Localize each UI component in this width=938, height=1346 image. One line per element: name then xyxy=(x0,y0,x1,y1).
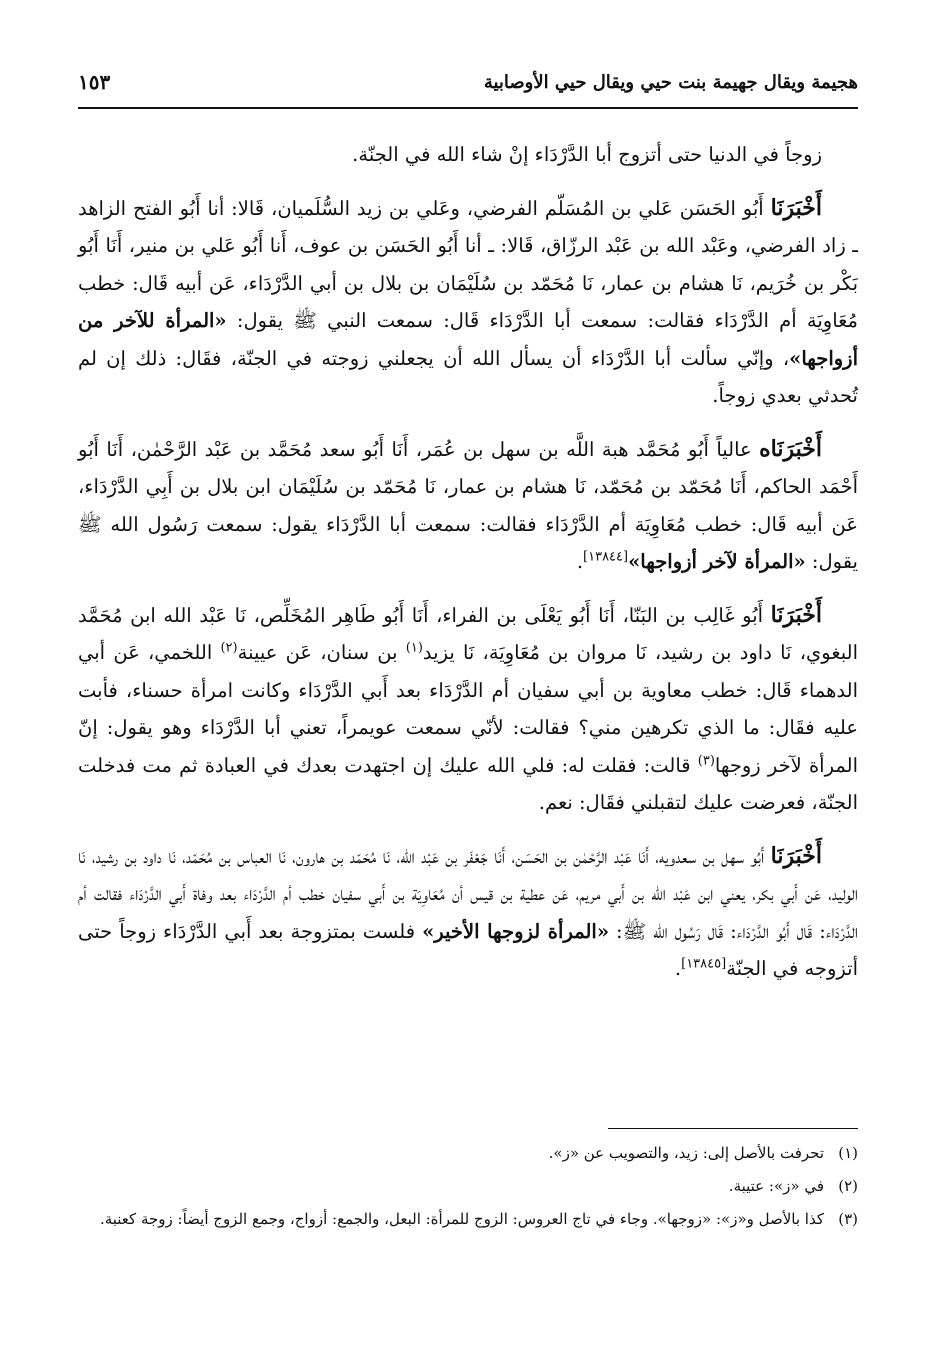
footnote-marker: (٢) xyxy=(220,640,238,656)
body-paragraph xyxy=(78,431,858,581)
footnote-text: تحرفت بالأصل إلى: زيد، والتصويب عن «ز». xyxy=(548,1144,824,1162)
text-segment: أَبُو غَالِب بن البَنّا، أَنَا أَبُو يَعْلَى بن الفراء، أَنَا أَبُو طَاهِر المُخَلِّص، نَا عَبْد الله ابن مُحَمَّد البغوي، نَا داود بن رشيد، نَا مروان بن مُعَاوِيَة، نَا يزيد xyxy=(78,603,858,664)
text-segment: عالياً أَبُو مُحَمَّد هبة اللَّه بن سهل بن عُمَر، أَنَا أَبُو سعد مُحَمَّد بن عَبْد الرَّحْمٰن، أَنَا أَبُو أَحْمَد الحاكم، أَنَا مُحَمّد بن مُحَمّد، نَا هشام بن عمار، نَا مُحَمّد بن سُلَيْمَان ابن بلال بن أَبِي الدَّرْدَاء، عَن أبيه قَال: خطب مُعَاوِيَة أم الدَّرْدَاء فقالت: سمعت أبا الدَّرْدَاء يقول: سمعت رَسُول الله ﷺ يقول: xyxy=(78,437,858,573)
header-rule xyxy=(78,107,858,109)
page-number: ١٥٣ xyxy=(78,70,111,94)
text-segment: زوجاً في الدنيا حتى أتزوج أبا الدَّرْدَاء إنْ شاء الله في الجنّة. xyxy=(352,143,822,166)
text-segment: بن سنان، عَن عيينة xyxy=(237,641,406,664)
footnote-marker: (٣) xyxy=(697,753,715,768)
footnote-number: (١) xyxy=(838,1144,858,1162)
text-segment: ، وإنّي سألت أبا الدَّرْدَاء أن يسأل الله أن يجعلني زوجته في الجنّة، فقَال: ذلك إن لم تُحدثي بعدي زوجاً. xyxy=(78,346,858,407)
text-segment: أَبُو سهل بن سعدويه، أَنَا عَبْد الرَّحْمٰن بن الحَسَن، أَنَا جَعْفَر بن عَبْد الله، نَا مُحَمّد بن هارون، نَا العباس بن مُحَمّد، نَا داود بن رشيد، نَا الوليد، عَن أَبي بكر، يعني ابن عَبْد اللّه بن أَبي مريم، عَن عطية بن قيس أن مُعَاوِيَة بن أَبي سفيان خطب أم الدَّرْدَاء بعد وفاة أَبي الدَّرْدَاء فقالت أم الدَّرْدَاء: قَال أَبُو الدَّرْدَاء: قَال رَسُول الله ﷺ: xyxy=(78,844,859,943)
hadith-text: «المرأة لزوجها الأخير» xyxy=(422,919,610,943)
footnote-number: (٣) xyxy=(838,1210,858,1228)
body-paragraph xyxy=(78,190,858,415)
footnote-number: (٢) xyxy=(838,1177,858,1195)
paragraph-lead-word: أَخْبَرَنَا xyxy=(770,842,822,869)
body-paragraph xyxy=(78,136,858,174)
hadith-text: «المرأة لآخر أزواجها» xyxy=(628,550,806,573)
text-segment: . xyxy=(674,957,682,980)
text-segment: أَبُو الحَسَن عَلي بن المُسَلّم الفرضي، وعَلي بن زيد السُّلَميان، قَالا: أنا أَبُو الفتح الزاهد ـ زاد الفرضي، وعَبْد الله بن عَبْد الرزّاق، قَالا: ـ أنا أَبُو الحَسَن بن عوف، أَنا أَبُو عَلي بن منير، أَنَا أَبُو بَكْر بن خُرَيم، نَا هشام بن عمار، نَا مُحَمّد بن سُلَيْمَان بن بلال بن أبي الدَّرْدَاء، عَن أبيه قَال: خطب مُعَاوِيَة أم الدَّرْدَاء فقالت: سمعت أبا الدَّرْدَاء قَال: سمعت النبي ﷺ يقول: xyxy=(78,196,858,332)
text-segment: قالت: فقلت له: فلي الله عليك إن اجتهدت بعدك في العبادة ثم مت فدخلت الجنّة، فعرضت عليك لتقبلني فقَال: نعم. xyxy=(78,753,858,814)
text-segment: . xyxy=(576,550,584,573)
paragraph-lead-word: أَخْبَرَنَا xyxy=(770,601,822,628)
footnote xyxy=(78,1206,858,1233)
text-segment: فلست بمتزوجة بعد أَبي الدَّرْدَاء زوجاً حتى أتزوجه في الجنّة xyxy=(78,919,858,980)
body-paragraph xyxy=(78,597,858,822)
footnote xyxy=(78,1140,858,1167)
paragraph-lead-word: أَخْبَرَنَاه xyxy=(759,435,822,462)
text-segment: اللخمي، عَن أبي الدهماء قَال: خطب معاوية بن أبي سفيان أم الدَّرْدَاء بعد أَبي الدَّرْدَاء وكانت امرأة حسناء، فأبت عليه فقَال: ما الذي تكرهين مني؟ فقالت: لأنّي سمعت عويمراً، تعني أبا الدَّرْدَاء وهو يقول: إنّ المرأة لآخر زوجها xyxy=(78,641,858,777)
hadith-text: «المرأة للآخر من أزواجها» xyxy=(78,309,858,370)
hadith-reference-number: [١٣٨٤٤] xyxy=(583,549,629,565)
main-text xyxy=(78,136,858,1004)
body-paragraph xyxy=(78,838,858,988)
footnote-marker: (١) xyxy=(405,640,423,656)
footnote-separator xyxy=(608,1128,858,1129)
running-title: هجيمة ويقال جهيمة بنت حيي ويقال حيي الأوصابية xyxy=(483,71,858,93)
paragraph-lead-word: أَخْبَرَنَا xyxy=(770,194,822,221)
footnote-text: كذا بالأصل و«ز»: «زوجها». وجاء في تاج العروس: الزوج للمرأة: البعل، والجمع: أزواج، وجمع الزوج أيضاً: زوجة كعنبة. xyxy=(99,1210,824,1228)
hadith-reference-number: [١٣٨٤٥] xyxy=(681,956,727,972)
footnote-text: في «ز»: عتيبة. xyxy=(728,1177,824,1195)
page-header xyxy=(78,62,858,102)
footnotes xyxy=(78,1140,858,1239)
footnote xyxy=(78,1173,858,1200)
